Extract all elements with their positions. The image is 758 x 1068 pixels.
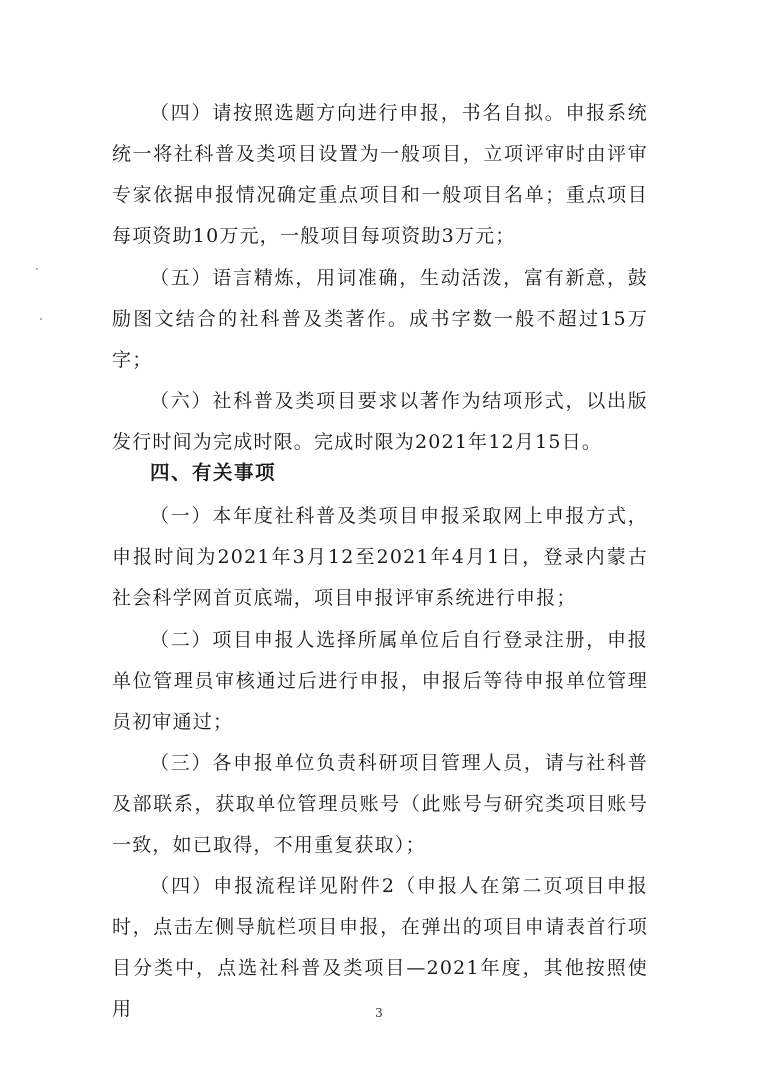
paragraph-six-completion: （六）社科普及类项目要求以著作为结项形式，以出版发行时间为完成时限。完成时限为2021年12月15日。: [112, 390, 648, 453]
item-two-registration: （二）项目申报人选择所属单位后自行登录注册，申报单位管理员审核通过后进行申报，申报后等待申报单位管理员初审通过；: [112, 629, 648, 733]
page-number: 3: [375, 1006, 383, 1020]
item-one-online-submission: （一）本年度社科普及类项目申报采取网上申报方式，申报时间为2021年3月12至2021年4月1日，登录内蒙古社会科学网首页底端，项目申报评审系统进行申报；: [112, 505, 648, 609]
scan-speck: [36, 268, 38, 270]
paragraph-five-language: （五）语言精炼，用词准确，生动活泼，富有新意，鼓励图文结合的社科普及类著作。成书字数一般不超过15万字；: [112, 267, 648, 371]
section-heading: 四、有关事项: [150, 461, 277, 484]
paragraph-four-submission: （四）请按照选题方向进行申报，书名自拟。申报系统统一将社科普及类项目设置为一般项目，立项评审时由评审专家依据申报情况确定重点项目和一般项目名单；重点项目每项资助10万元，一般项目每项资助3万元；: [112, 102, 648, 247]
item-four-process: （四）申报流程详见附件2（申报人在第二页项目申报时，点击左侧导航栏项目申报，在弹出的项目申请表首行项目分类中，点选社科普及类项目—2021年度，其他按照使用: [112, 875, 648, 1020]
item-three-admin-account: （三）各申报单位负责科研项目管理人员，请与社科普及部联系，获取单位管理员账号（此账号与研究类项目账号一致，如已取得，不用重复获取）；: [112, 752, 648, 856]
scan-speck: [40, 318, 42, 320]
